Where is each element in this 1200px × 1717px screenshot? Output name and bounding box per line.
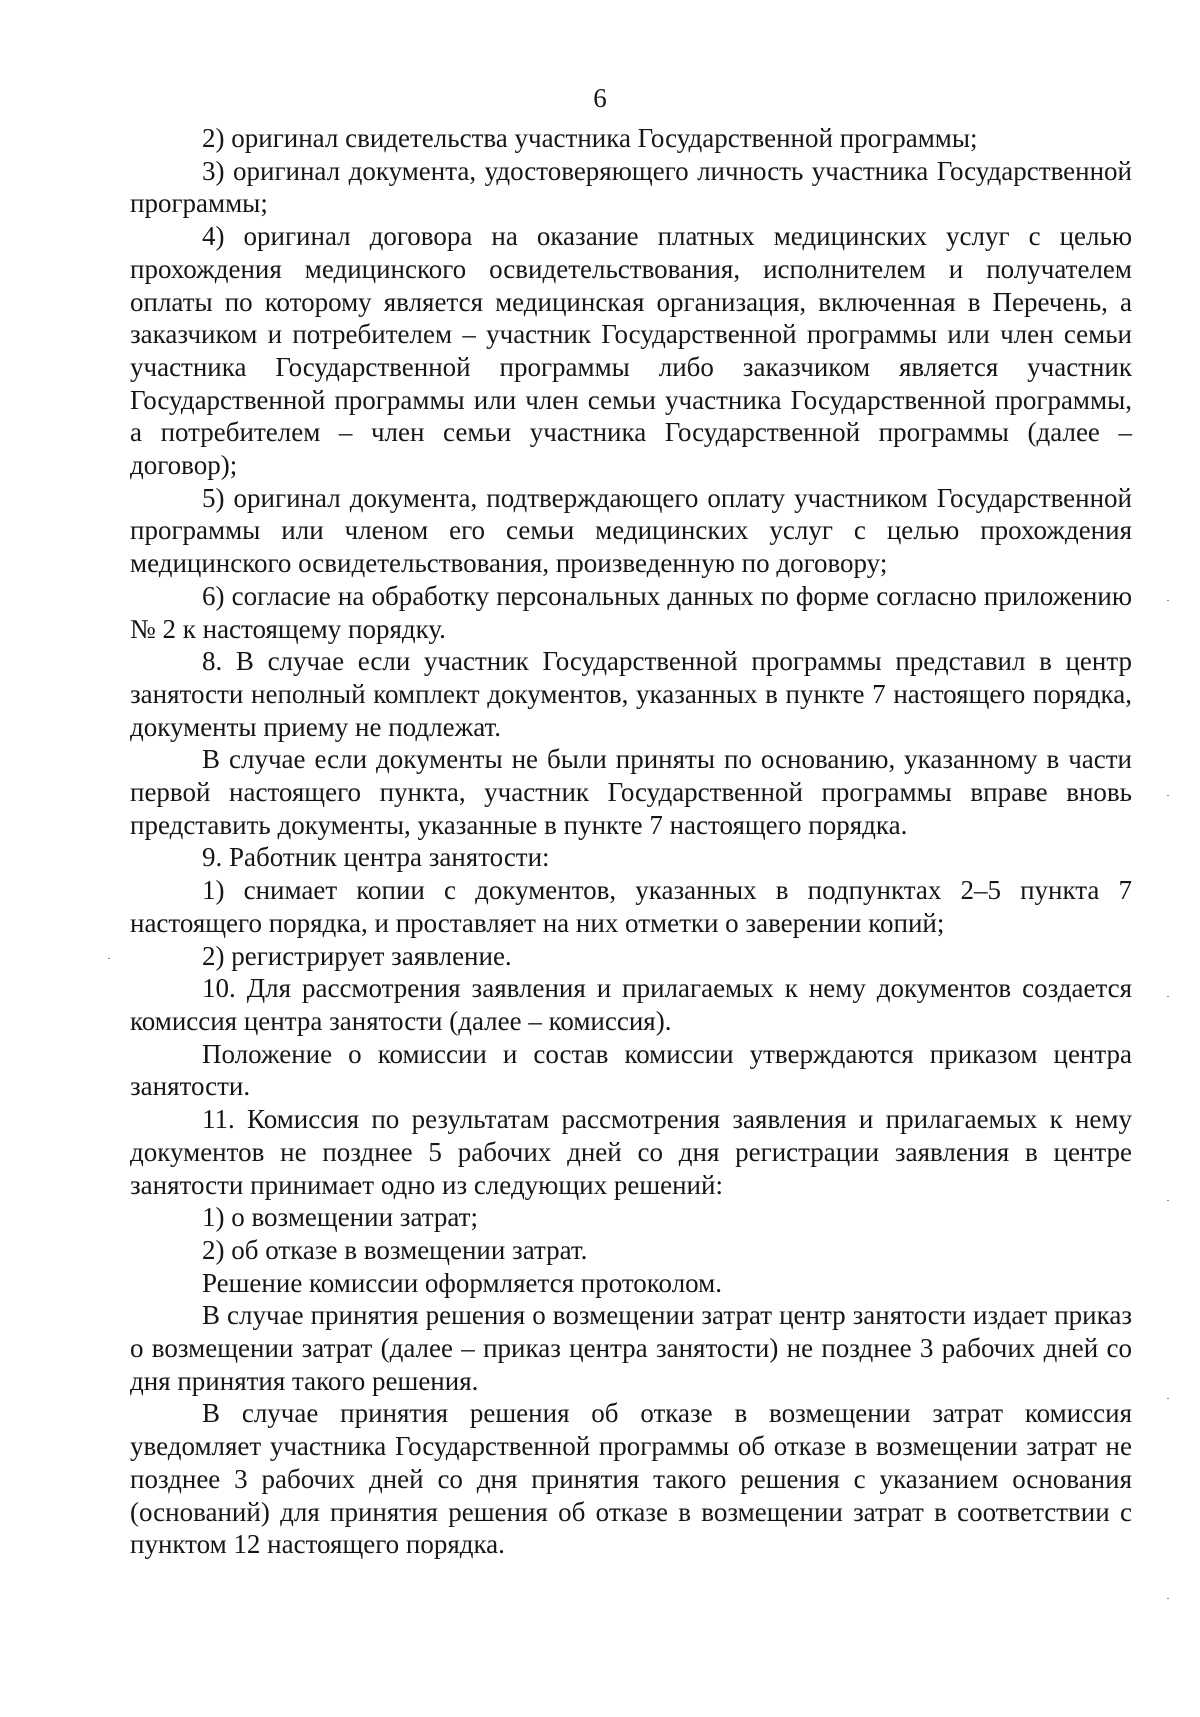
paragraph-item-5: 5) оригинал документа, подтверждающего оплату участником Государственной программы или членом его семьи медицинских услуг с целью прохождения медицинского освидетельствования, произведенную по договору; — [130, 482, 1132, 579]
paragraph-clause-11-refusal: В случае принятия решения об отказе в возмещении затрат комиссия уведомляет участника Государственной программы об отказе в возмещении затрат не позднее 3 рабочих дней со дня принятия такого решения с указанием основания (оснований) для принятия решения об отказе в возмещении затрат в соответствии с пунктом 12 настоящего порядка. — [130, 1398, 1132, 1560]
scan-speck — [1167, 1398, 1169, 1399]
paragraph-clause-9-item-2: 2) регистрирует заявление. — [202, 940, 512, 971]
paragraph-clause-11-protocol: Решение комиссии оформляется протоколом. — [202, 1267, 722, 1298]
document-body — [130, 122, 1132, 1561]
paragraph-clause-9: 9. Работник центра занятости: — [202, 842, 550, 873]
page-number: 6 — [593, 83, 607, 113]
paragraph-item-4: 4) оригинал договора на оказание платных медицинских услуг с целью прохождения медицинского освидетельствования, исполнителем и получателем оплаты по которому является медицинская организация, включенная в Перечень, а заказчиком и потребителем – участник Государственной программы или член семьи участника Государственной программы либо заказчиком является участник Государственной программы или член семьи участника Государственной программы, а потребителем – член семьи участника Государственной программы (далее – договор); — [130, 221, 1132, 481]
scan-speck — [1167, 996, 1169, 997]
paragraph-item-6: 6) согласие на обработку персональных данных по форме согласно приложению № 2 к настоящему порядку. — [130, 580, 1132, 644]
paragraph-clause-8-part-2: В случае если документы не были приняты по основанию, указанному в части первой настоящего пункта, участник Государственной программы вправе вновь представить документы, указанные в пункте 7 настоящего порядка. — [130, 744, 1132, 840]
paragraph-clause-8: 8. В случае если участник Государственной программы представил в центр занятости неполный комплект документов, указанных в пункте 7 настоящего порядка, документы приему не подлежат. — [130, 646, 1132, 742]
scan-speck — [1167, 795, 1169, 796]
paragraph-clause-10-part-2: Положение о комиссии и состав комиссии утверждаются приказом центра занятости. — [130, 1038, 1132, 1102]
paragraph-clause-9-item-1: 1) снимает копии с документов, указанных в подпунктах 2–5 пункта 7 настоящего порядка, и проставляет на них отметки о заверении копий; — [130, 875, 1132, 938]
scan-speck — [108, 958, 110, 959]
paragraph-clause-11-item-1: 1) о возмещении затрат; — [202, 1202, 478, 1233]
scan-speck — [1167, 600, 1169, 601]
paragraph-clause-11-approval: В случае принятия решения о возмещении затрат центр занятости издает приказ о возмещении затрат (далее – приказ центра занятости) не позднее 3 рабочих дней со дня принятия такого решения. — [130, 1300, 1132, 1396]
paragraph-clause-11-item-2: 2) об отказе в возмещении затрат. — [202, 1234, 588, 1265]
scan-speck — [1167, 1200, 1169, 1201]
scan-speck — [1167, 1598, 1169, 1599]
paragraph-item-2: 2) оригинал свидетельства участника Государственной программы; — [202, 123, 978, 153]
paragraph-clause-10: 10. Для рассмотрения заявления и прилагаемых к нему документов создается комиссия центра занятости (далее – комиссия). — [130, 973, 1132, 1036]
paragraph-item-3: 3) оригинал документа, удостоверяющего личность участника Государственной программы; — [130, 155, 1132, 219]
paragraph-clause-11: 11. Комиссия по результатам рассмотрения заявления и прилагаемых к нему документов не позднее 5 рабочих дней со дня регистрации заявления в центре занятости принимает одно из следующих решений: — [130, 1104, 1132, 1200]
